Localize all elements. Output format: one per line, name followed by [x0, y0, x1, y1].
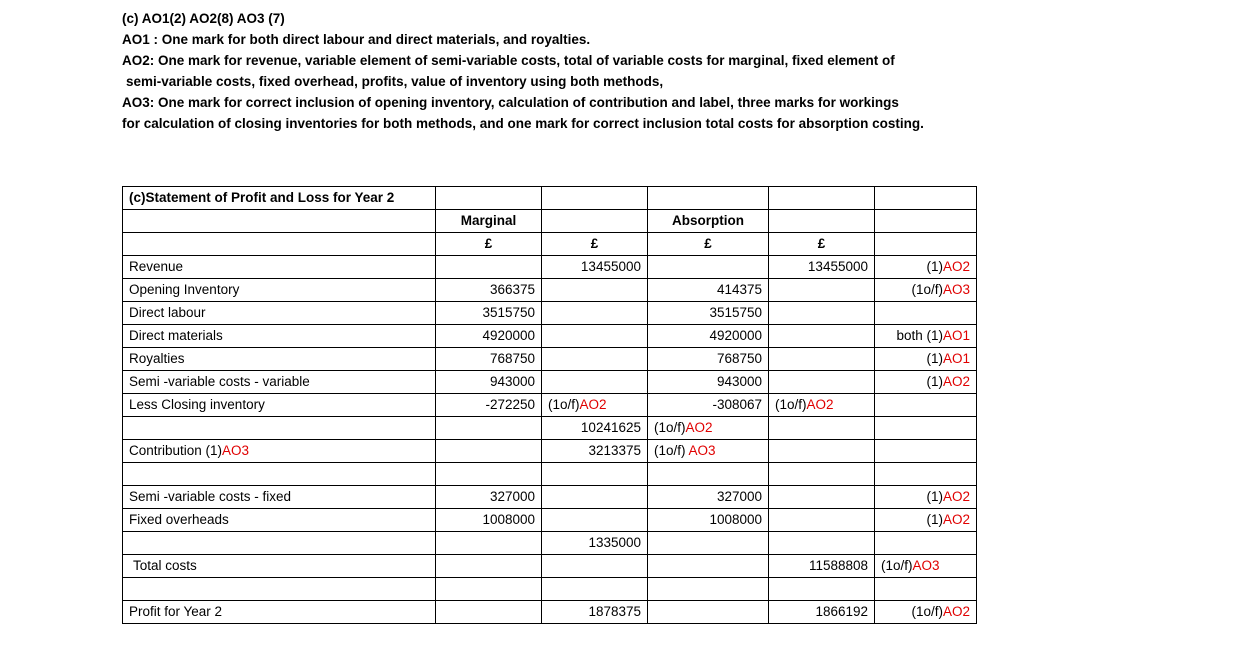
absorption-value: 327000 — [648, 486, 769, 509]
currency-symbol: £ — [648, 233, 769, 256]
table-row — [123, 440, 977, 463]
row-label: Royalties — [123, 348, 436, 371]
row-label: Contribution (1)AO3 — [123, 440, 436, 463]
table-row — [123, 394, 977, 417]
row-label: Direct materials — [123, 325, 436, 348]
row-label: Less Closing inventory — [123, 394, 436, 417]
row-label: Total costs — [123, 555, 436, 578]
row-label: Opening Inventory — [123, 279, 436, 302]
mark-note: (1o/f) AO3 — [648, 440, 769, 463]
absorption-total: 11588808 — [769, 555, 875, 578]
currency-symbol: £ — [542, 233, 648, 256]
absorption-total: 13455000 — [769, 256, 875, 279]
table-row-currency — [123, 233, 977, 256]
marginal-value: -272250 — [436, 394, 542, 417]
absorption-value: -308067 — [648, 394, 769, 417]
mark-note: (1o/f)AO2 — [769, 394, 875, 417]
table-row — [123, 348, 977, 371]
marking-scheme-header — [122, 8, 1022, 134]
absorption-value: 768750 — [648, 348, 769, 371]
table-row — [123, 279, 977, 302]
mark-note: (1o/f)AO2 — [542, 394, 648, 417]
row-label: Fixed overheads — [123, 509, 436, 532]
currency-symbol: £ — [769, 233, 875, 256]
marginal-total: 10241625 — [542, 417, 648, 440]
absorption-value: 943000 — [648, 371, 769, 394]
mark-allocation: (1o/f)AO3 — [875, 279, 977, 302]
marginal-value: 3515750 — [436, 302, 542, 325]
mark-note: (1o/f)AO2 — [648, 417, 769, 440]
header-line-5: AO3: One mark for correct inclusion of opening inventory, calculation of contribution and label, three marks for workings — [122, 95, 899, 110]
table-row — [123, 371, 977, 394]
table-row — [123, 417, 977, 440]
table-row-headings — [123, 210, 977, 233]
mark-allocation: (1)AO1 — [875, 348, 977, 371]
mark-allocation: (1)AO2 — [875, 256, 977, 279]
absorption-value: 1008000 — [648, 509, 769, 532]
marginal-value: 943000 — [436, 371, 542, 394]
header-line-1: (c) AO1(2) AO2(8) AO3 (7) — [122, 11, 285, 26]
table-row-title — [123, 187, 977, 210]
mark-allocation: (1o/f)AO3 — [875, 555, 977, 578]
marginal-value: 4920000 — [436, 325, 542, 348]
header-line-3: AO2: One mark for revenue, variable element of semi-variable costs, total of variable costs for marginal, fixed element of — [122, 53, 895, 68]
currency-symbol: £ — [436, 233, 542, 256]
mark-allocation: (1)AO2 — [875, 371, 977, 394]
absorption-value: 3515750 — [648, 302, 769, 325]
table-row-blank — [123, 463, 977, 486]
mark-allocation: (1)AO2 — [875, 486, 977, 509]
row-label: Semi -variable costs - variable — [123, 371, 436, 394]
row-label: Semi -variable costs - fixed — [123, 486, 436, 509]
marginal-total: 1335000 — [542, 532, 648, 555]
table-row — [123, 555, 977, 578]
row-label: Profit for Year 2 — [123, 601, 436, 624]
marginal-value: 1008000 — [436, 509, 542, 532]
absorption-value: 414375 — [648, 279, 769, 302]
row-label: Direct labour — [123, 302, 436, 325]
marginal-value: 327000 — [436, 486, 542, 509]
table-row — [123, 486, 977, 509]
header-line-6: for calculation of closing inventories for both methods, and one mark for correct inclusion total costs for absorption costing. — [122, 116, 924, 131]
mark-allocation: (1)AO2 — [875, 509, 977, 532]
marginal-value: 768750 — [436, 348, 542, 371]
table-row — [123, 532, 977, 555]
marginal-total: 1878375 — [542, 601, 648, 624]
absorption-value: 4920000 — [648, 325, 769, 348]
table-row — [123, 256, 977, 279]
mark-allocation: (1o/f)AO2 — [875, 601, 977, 624]
absorption-heading: Absorption — [648, 210, 769, 233]
table-row — [123, 325, 977, 348]
mark-allocation: both (1)AO1 — [875, 325, 977, 348]
absorption-total: 1866192 — [769, 601, 875, 624]
profit-loss-table — [122, 186, 977, 624]
table-row — [123, 302, 977, 325]
marginal-total: 13455000 — [542, 256, 648, 279]
row-label: Revenue — [123, 256, 436, 279]
header-line-4: semi-variable costs, fixed overhead, profits, value of inventory using both methods, — [126, 74, 664, 89]
marginal-total: 3213375 — [542, 440, 648, 463]
statement-title: (c)Statement of Profit and Loss for Year 2 — [123, 187, 436, 210]
header-line-2: AO1 : One mark for both direct labour and direct materials, and royalties. — [122, 32, 591, 47]
marginal-heading: Marginal — [436, 210, 542, 233]
table-row-blank — [123, 578, 977, 601]
table-row — [123, 601, 977, 624]
marginal-value: 366375 — [436, 279, 542, 302]
table-row — [123, 509, 977, 532]
